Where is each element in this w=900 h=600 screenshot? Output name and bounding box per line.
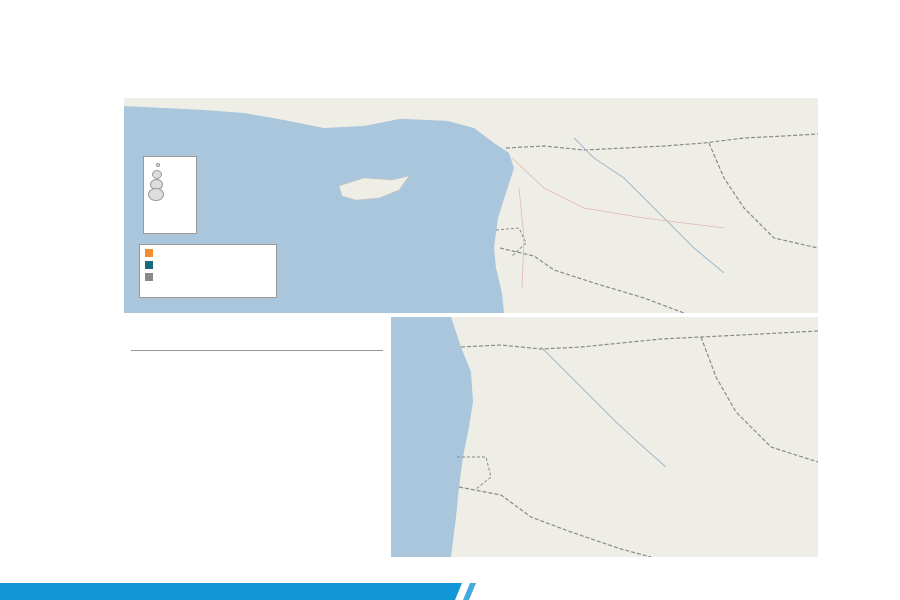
other-data-map-canvas (391, 317, 818, 557)
province-distribution-panel (126, 317, 391, 557)
legend-item-remote (140, 271, 276, 283)
size-legend-row (144, 179, 196, 189)
legend-item-civilians (140, 247, 276, 259)
battles-swatch (145, 261, 153, 269)
other-data-map (391, 317, 818, 557)
size-legend-row (144, 189, 196, 199)
remote-swatch (145, 273, 153, 281)
header-non-snhr (215, 347, 299, 351)
size-legend-row (144, 169, 196, 179)
header-province (131, 347, 215, 351)
footer-accent-bar (0, 583, 900, 600)
size-legend-row (144, 159, 196, 169)
province-table (131, 347, 383, 351)
event-type-legend (139, 244, 277, 298)
size-legend (143, 156, 197, 234)
table-header-row (131, 347, 383, 351)
header-snhr (299, 347, 383, 351)
civilians-swatch (145, 249, 153, 257)
legend-item-battles (140, 259, 276, 271)
